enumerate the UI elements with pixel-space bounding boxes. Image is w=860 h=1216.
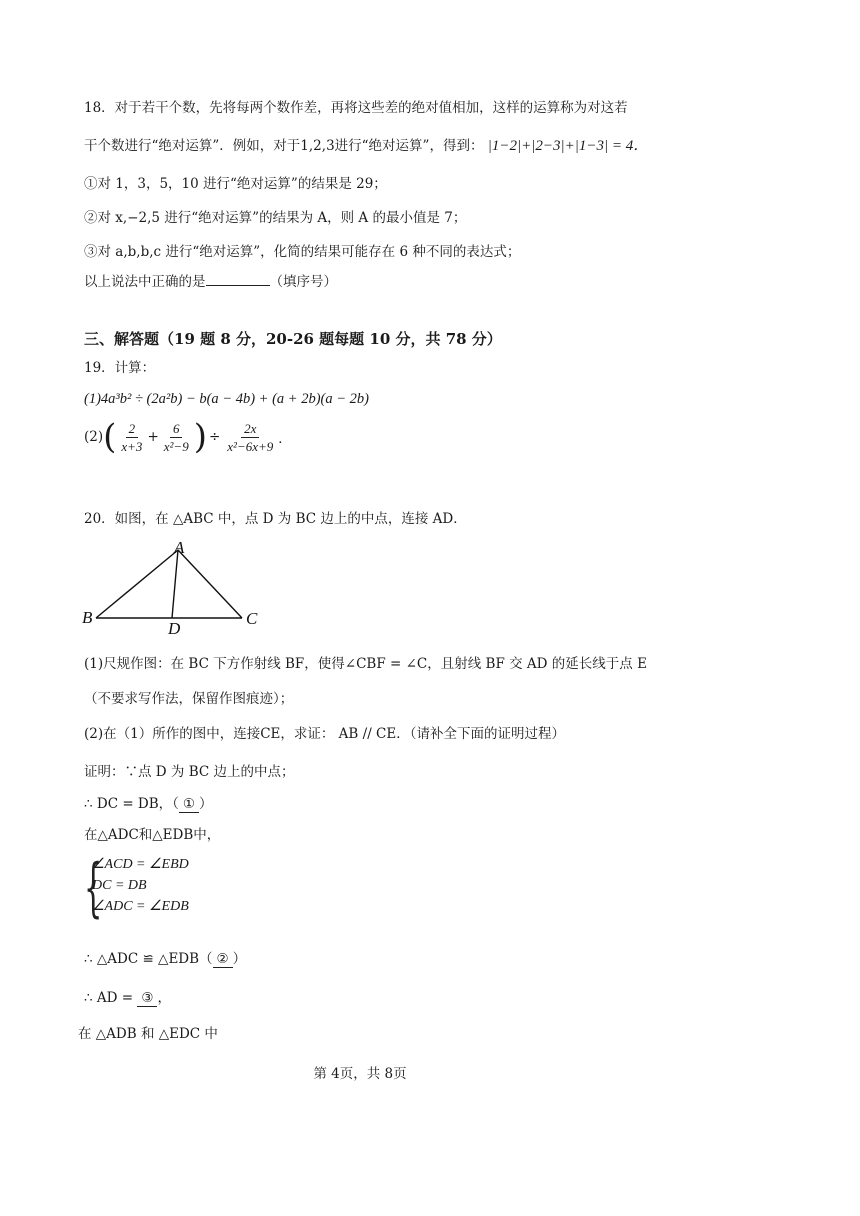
fraction-2-denominator: x²−9 xyxy=(163,438,189,454)
plus-sign: + xyxy=(147,429,159,445)
vertex-label-d: D xyxy=(168,619,181,638)
q20-part-1-line2: （不要求写作法，保留作图痕迹）； xyxy=(84,691,294,707)
q18-ask-after: （填序号） xyxy=(269,274,337,290)
proof-line-2-b: ） xyxy=(199,796,213,812)
vertex-label-a: A xyxy=(174,540,185,557)
q18-line2 xyxy=(84,134,648,155)
median-ad xyxy=(172,550,178,618)
q20-intro: 20．如图，在 △ABC 中，点 D 为 BC 边上的中点，连接 AD． xyxy=(84,511,467,527)
vertex-label-c: C xyxy=(246,609,258,628)
q19-part-1: (1)4a³b² ÷ (2a²b) − b(a − 4b) + (a + 2b)(a − 2b) xyxy=(84,391,369,407)
q18-example-formula: |1−2|+|2−3|+|1−3| = 4． xyxy=(487,138,649,154)
fraction-1-numerator: 2 xyxy=(126,421,139,438)
q20-part-2: (2)在（1）所作的图中，连接CE，求证： AB // CE．（请补全下面的证明过程） xyxy=(84,726,565,742)
proof-line-6: 在 △ADB 和 △EDC 中 xyxy=(78,1026,218,1042)
condition-1: ∠ACD = ∠EBD xyxy=(92,857,189,872)
blank-1: ① xyxy=(179,796,199,813)
q18-line1: 18．对于若干个数，先将每两个数作差，再将这些差的绝对值相加，这样的运算称为对这若 xyxy=(84,100,628,116)
condition-2: DC = DB xyxy=(92,878,147,893)
q19-part-2-label: (2) xyxy=(84,429,104,445)
left-paren: ( xyxy=(103,417,117,457)
proof-line-2 xyxy=(84,792,213,813)
page-footer: 第 4页，共 8页 xyxy=(313,1066,407,1082)
q18-question xyxy=(84,270,337,290)
proof-line-5 xyxy=(84,986,171,1007)
proof-line-4-b: ） xyxy=(232,951,247,967)
vertex-label-b: B xyxy=(82,608,93,627)
blank-2: ② xyxy=(213,951,233,968)
triangle-diagram xyxy=(80,540,270,640)
q18-ask-before: 以上说法中正确的是 xyxy=(84,274,206,290)
blank-3: ③ xyxy=(137,990,157,1007)
proof-line-4-a: ∴ △ADC ≌ △EDB（ xyxy=(84,951,213,967)
proof-line-5-b: ， xyxy=(157,990,171,1006)
side-ac xyxy=(178,550,242,618)
q19-part-2 xyxy=(84,417,292,457)
q19-title: 19．计算： xyxy=(84,360,156,376)
q18-statement-3: ③对 a,b,b,c 进行“绝对运算”，化简的结果可能存在 6 种不同的表达式； xyxy=(84,244,521,260)
divide-sign: ÷ xyxy=(208,429,221,445)
side-ab xyxy=(96,550,178,618)
proof-line-3: 在△ADC和△EDB中， xyxy=(84,827,221,843)
proof-line-1: 证明：∵点 D 为 BC 边上的中点； xyxy=(84,764,295,780)
fraction-2-numerator: 6 xyxy=(170,421,183,438)
proof-line-5-a: ∴ AD = xyxy=(84,990,138,1006)
q20-part-1-line1: (1)尺规作图：在 BC 下方作射线 BF，使得∠CBF = ∠C，且射线 BF 交 AD 的延长线于点 E xyxy=(84,656,647,672)
proof-line-2-a: ∴ DC = DB，（ xyxy=(84,796,179,812)
fraction-1-denominator: x+3 xyxy=(121,438,143,454)
fraction-2 xyxy=(161,421,192,454)
proof-line-4 xyxy=(84,947,246,968)
fraction-1 xyxy=(118,421,145,454)
right-paren: ) xyxy=(193,417,207,457)
fraction-3 xyxy=(224,421,276,454)
q18-line2-text: 干个数进行“绝对运算”．例如，对于1,2,3进行“绝对运算”，得到： xyxy=(84,138,484,154)
section-3-heading: 三、解答题（19 题 8 分，20-26 题每题 10 分，共 78 分） xyxy=(84,330,502,348)
brace: { xyxy=(84,851,103,925)
q19-part-2-end: ． xyxy=(278,431,292,447)
answer-blank xyxy=(206,273,270,286)
condition-3: ∠ADC = ∠EDB xyxy=(92,899,189,914)
fraction-3-numerator: 2x xyxy=(241,421,259,438)
fraction-3-denominator: x²−6x+9 xyxy=(227,438,274,454)
q18-statement-2: ②对 x,−2,5 进行“绝对运算”的结果为 A，则 A 的最小值是 7； xyxy=(84,210,467,226)
q18-statement-1: ①对 1，3，5，10 进行“绝对运算”的结果是 29； xyxy=(84,176,387,192)
